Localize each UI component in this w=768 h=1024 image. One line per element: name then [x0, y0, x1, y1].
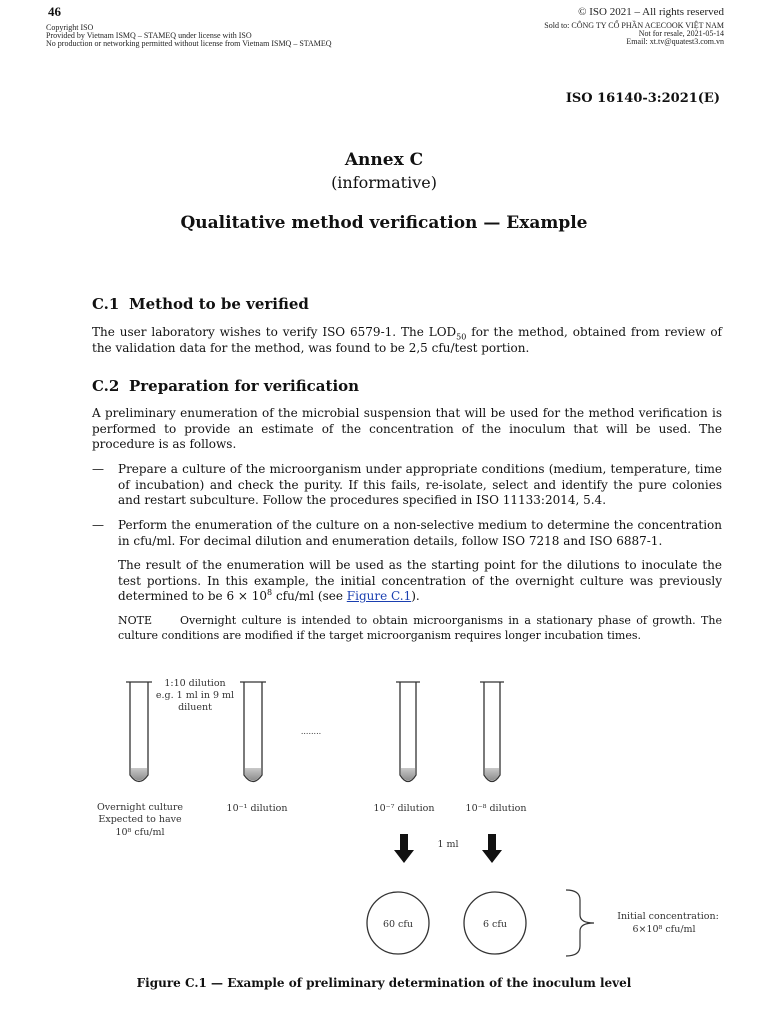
initial-concentration-line: 6×10⁸ cfu/ml	[632, 924, 696, 935]
dilution-label-line: diluent	[178, 702, 212, 713]
email-line: Email: xt.tv@quatest3.com.vn	[626, 37, 724, 46]
dilution-label-line: e.g. 1 ml in 9 ml	[155, 690, 235, 701]
section-number: C.2	[92, 377, 120, 395]
note-label: NOTE	[118, 614, 153, 627]
arrow-down-icon	[482, 834, 502, 863]
sold-to-line: Sold to: CÔNG TY CỔ PHẦN ACECOOK VIỆT NAM	[544, 21, 724, 30]
figure-c1	[0, 660, 768, 970]
standard-number: ISO 16140-3:2021(E)	[565, 91, 720, 106]
annex-title: Annex C	[344, 150, 424, 170]
copyright-block	[46, 24, 332, 48]
section-c1-heading	[92, 295, 309, 313]
networking-line: No production or networking permitted without license from Vietnam ISMQ – STAMEQ	[46, 39, 332, 48]
section-number: C.1	[92, 295, 120, 313]
tube-label: 10⁻⁷ dilution	[373, 803, 435, 814]
c2-intro: A preliminary enumeration of the microbial suspension that will be used for the method verification is performed to provide an estimate of the concentration of the inoculum that will be used. The procedure is as follows.	[92, 406, 722, 451]
overnight-label-line: Overnight culture	[96, 802, 184, 813]
resale-line: Not for resale, 2021-05-14	[638, 29, 724, 38]
plate-count: 60 cfu	[382, 919, 414, 930]
figure-link[interactable]: Figure C.1	[346, 589, 412, 603]
note-text: Overnight culture is intended to obtain microorganisms in a stationary phase of growth. The culture conditions are modified if the target microorganism requires longer incubation times.	[118, 614, 722, 642]
overnight-label-line: 10⁸ cfu/ml	[115, 827, 165, 838]
tube-label: 10⁻¹ dilution	[226, 803, 288, 814]
transfer-label: 1 ml	[437, 839, 459, 850]
tube-label: 10⁻⁸ dilution	[465, 803, 527, 814]
license-line: Provided by Vietnam ISMQ – STAMEQ under license with ISO	[46, 31, 252, 40]
copyright-line: Copyright ISO	[46, 23, 94, 32]
list-dash: —	[92, 518, 104, 532]
list-item: Prepare a culture of the microorganism under appropriate conditions (medium, temperature, time of incubation) and check the purity. If this fails, re-isolate, select and identify the pure colonies and restart subculture. Follow the procedures specified in ISO 11133:2014, 5.4.	[118, 462, 722, 507]
test-tube-dilution-7	[396, 682, 420, 782]
arrow-down-icon	[394, 834, 414, 863]
list-item: Perform the enumeration of the culture on a non-selective medium to determine the concentration in cfu/ml. For decimal dilution and enumeration details, follow ISO 7218 and ISO 6887-1.	[118, 518, 722, 548]
section-title: Preparation for verification	[129, 377, 360, 395]
test-tube-dilution-8	[480, 682, 504, 782]
dotted-separator: ........	[300, 727, 322, 736]
initial-concentration-line: Initial concentration:	[617, 911, 719, 922]
list-dash: —	[92, 462, 104, 476]
test-tube-overnight	[126, 682, 152, 782]
main-title: Qualitative method verification — Example	[180, 213, 588, 233]
section-title: Method to be verified	[129, 295, 309, 313]
figure-caption: Figure C.1 — Example of preliminary determination of the inoculum level	[136, 976, 632, 990]
test-tube-dilution-1	[240, 682, 266, 782]
page-number: 46	[48, 4, 61, 19]
rights-reserved: © ISO 2021 – All rights reserved	[578, 6, 724, 18]
overnight-label-line: Expected to have	[98, 814, 182, 825]
dilution-label-line: 1:10 dilution	[164, 678, 226, 689]
c1-paragraph: The user laboratory wishes to verify ISO 6579-1. The $LOD_{50}$ for the method, obtained from review of the validation data for the method, was found to be 2,5 cfu/test portion.	[92, 325, 723, 355]
result-paragraph: The result of the enumeration will be used as the starting point for the dilutions to inoculate the test portions. In this example, the initial concentration of the overnight culture was previously determined to be $6 \times 10^8$ cfu/ml (see Figure C.1).	[118, 558, 722, 603]
license-block	[544, 6, 724, 46]
annex-subtitle: (informative)	[331, 173, 437, 192]
section-c2-heading	[92, 377, 359, 395]
brace-icon	[566, 890, 594, 956]
note	[118, 614, 722, 643]
plate-count: 6 cfu	[482, 919, 508, 930]
